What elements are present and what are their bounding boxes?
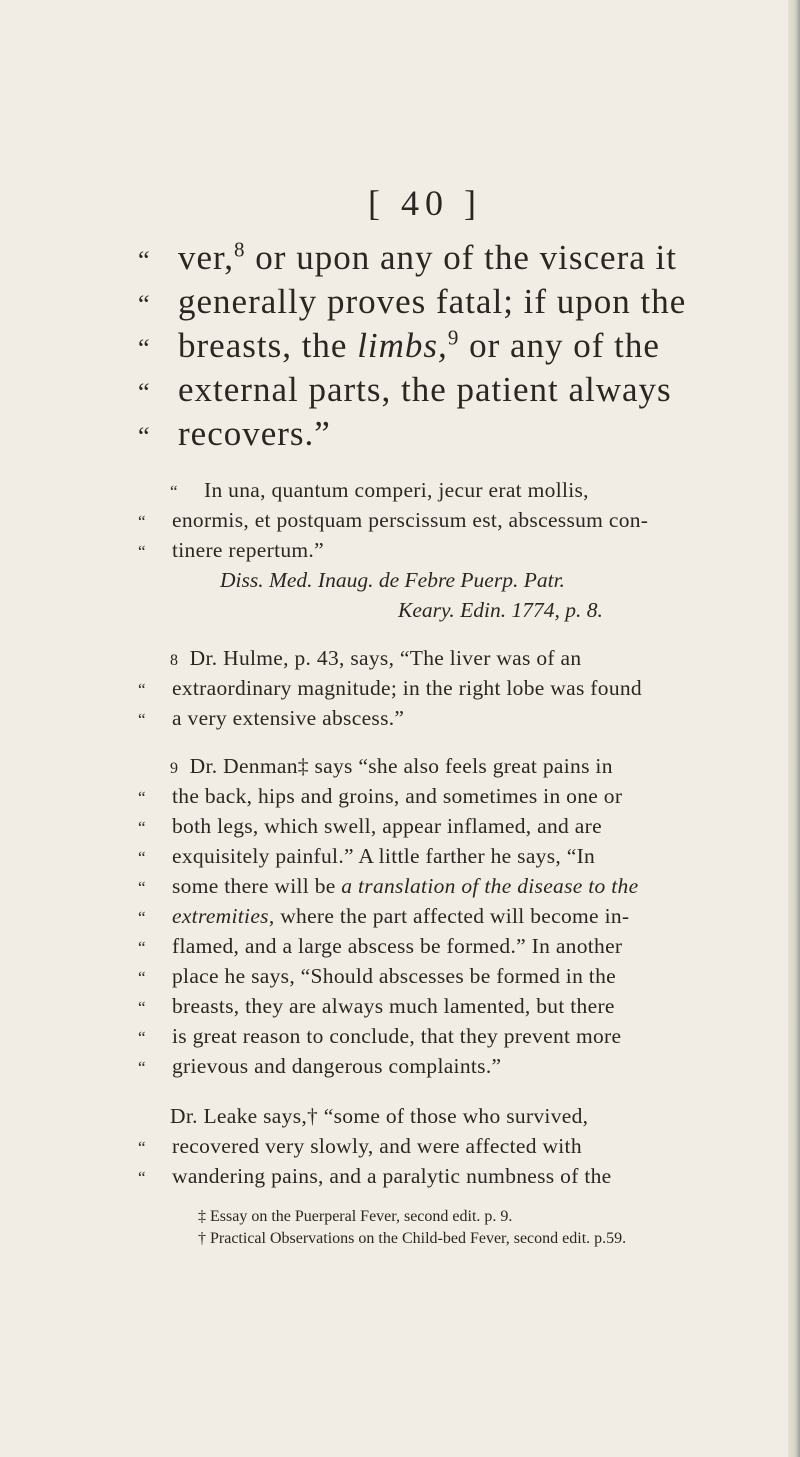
- line-text: flamed, and a large abscess be formed.” In another: [172, 934, 623, 958]
- citation-line-2: Keary. Edin. 1774, p. 8.: [398, 598, 603, 622]
- line-text: both legs, which swell, appear inflamed, and are: [172, 814, 602, 838]
- quote-mark: “: [138, 938, 146, 957]
- quote-mark: “: [138, 334, 151, 363]
- footnote-essay: ‡ Essay on the Puerperal Fever, second edit. p. 9.: [198, 1208, 513, 1225]
- quote-mark: “: [138, 848, 146, 867]
- quote-mark: “: [138, 246, 151, 275]
- note-marker: 9: [170, 760, 179, 777]
- leake-line-1: Dr. Leake says,† “some of those who survived,: [170, 1104, 589, 1128]
- quote-mark: “: [138, 378, 151, 407]
- note-9-line-3: [138, 814, 602, 839]
- note-9-line-10: [138, 1024, 621, 1049]
- quote-mark: “: [138, 1138, 146, 1157]
- line-text: a very extensive abscess.”: [172, 706, 405, 730]
- line-text: some there will be: [172, 874, 342, 898]
- quote-mark: “: [138, 422, 151, 451]
- line-text: Dr. Hulme, p. 43, says, “The liver was of an: [189, 646, 582, 670]
- quote-mark: “: [138, 818, 146, 837]
- line-text: wandering pains, and a paralytic numbness of the: [172, 1164, 612, 1188]
- note-9-line-6: [138, 904, 629, 929]
- line-text: the back, hips and groins, and sometimes in one or: [172, 784, 623, 808]
- quote-line-2: [138, 282, 686, 322]
- quote-line-5: [138, 414, 331, 454]
- note-9-line-2: [138, 784, 622, 809]
- italic-text: limbs,: [357, 326, 448, 365]
- quote-mark: “: [138, 1168, 146, 1187]
- quote-line-3: [138, 326, 660, 366]
- leake-line-2: [138, 1134, 582, 1159]
- quote-mark: “: [170, 482, 178, 501]
- line-text: or any of the: [459, 326, 660, 365]
- line-text: is great reason to conclude, that they prevent more: [172, 1024, 622, 1048]
- latin-line-3: [138, 538, 324, 563]
- quote-line-4: [138, 370, 672, 410]
- italic-text: a translation of the disease to the: [341, 874, 639, 898]
- footnote-ref-8: 8: [234, 237, 246, 262]
- note-9-line-4: [138, 844, 595, 869]
- note-9-line-8: [138, 964, 616, 989]
- line-text: recovered very slowly, and were affected with: [172, 1134, 582, 1158]
- note-9-line-11: [138, 1054, 501, 1079]
- note-8-line-1: [170, 646, 581, 671]
- quote-mark: “: [138, 542, 146, 561]
- quote-mark: “: [138, 878, 146, 897]
- quote-mark: “: [138, 908, 146, 927]
- quote-mark: “: [138, 968, 146, 987]
- note-9-line-5: [138, 874, 638, 899]
- line-text: or upon any of the viscera it: [245, 238, 677, 277]
- line-text: enormis, et postquam perscissum est, abscessum con-: [172, 508, 649, 532]
- line-text: where the part affected will become in-: [274, 904, 630, 928]
- footnote-ref-9: 9: [447, 325, 460, 350]
- note-9-line-7: [138, 934, 622, 959]
- line-text: recovers.”: [178, 414, 331, 453]
- citation-line-1: Diss. Med. Inaug. de Febre Puerp. Patr.: [220, 568, 565, 592]
- line-text: breasts, they are always much lamented, but there: [172, 994, 615, 1018]
- footnote-practical: † Practical Observations on the Child-bed Fever, second edit. p.59.: [198, 1230, 627, 1247]
- quote-line-1: [138, 238, 677, 278]
- note-8-line-3: [138, 706, 404, 731]
- latin-line-1: [170, 478, 589, 503]
- leake-line-3: [138, 1164, 612, 1189]
- line-text: In una, quantum comperi, jecur erat mollis,: [204, 478, 589, 502]
- quote-mark: “: [138, 290, 151, 319]
- line-text: generally proves fatal; if upon the: [178, 282, 687, 321]
- line-text: grievous and dangerous complaints.”: [172, 1054, 502, 1078]
- page-number: [ 40 ]: [368, 183, 482, 223]
- line-text: breasts, the: [178, 326, 358, 365]
- line-text: external parts, the patient always: [178, 370, 672, 409]
- line-text: ver,: [178, 238, 235, 277]
- line-text: tinere repertum.”: [172, 538, 324, 562]
- quote-mark: “: [138, 1028, 146, 1047]
- line-text: Dr. Denman‡ says “she also feels great pains in: [189, 754, 613, 778]
- note-8-line-2: [138, 676, 642, 701]
- italic-text: extremities,: [172, 904, 275, 928]
- scan-edge: [788, 0, 800, 1457]
- quote-mark: “: [138, 1058, 146, 1077]
- note-marker: 8: [170, 652, 179, 669]
- note-9-line-1: [170, 754, 613, 779]
- quote-mark: “: [138, 998, 146, 1017]
- line-text: place he says, “Should abscesses be formed in the: [172, 964, 616, 988]
- quote-mark: “: [138, 512, 146, 531]
- quote-mark: “: [138, 680, 146, 699]
- quote-mark: “: [138, 710, 146, 729]
- line-text: exquisitely painful.” A little farther he says, “In: [172, 844, 596, 868]
- note-9-line-9: [138, 994, 615, 1019]
- line-text: extraordinary magnitude; in the right lobe was found: [172, 676, 642, 700]
- latin-line-2: [138, 508, 648, 533]
- quote-mark: “: [138, 788, 146, 807]
